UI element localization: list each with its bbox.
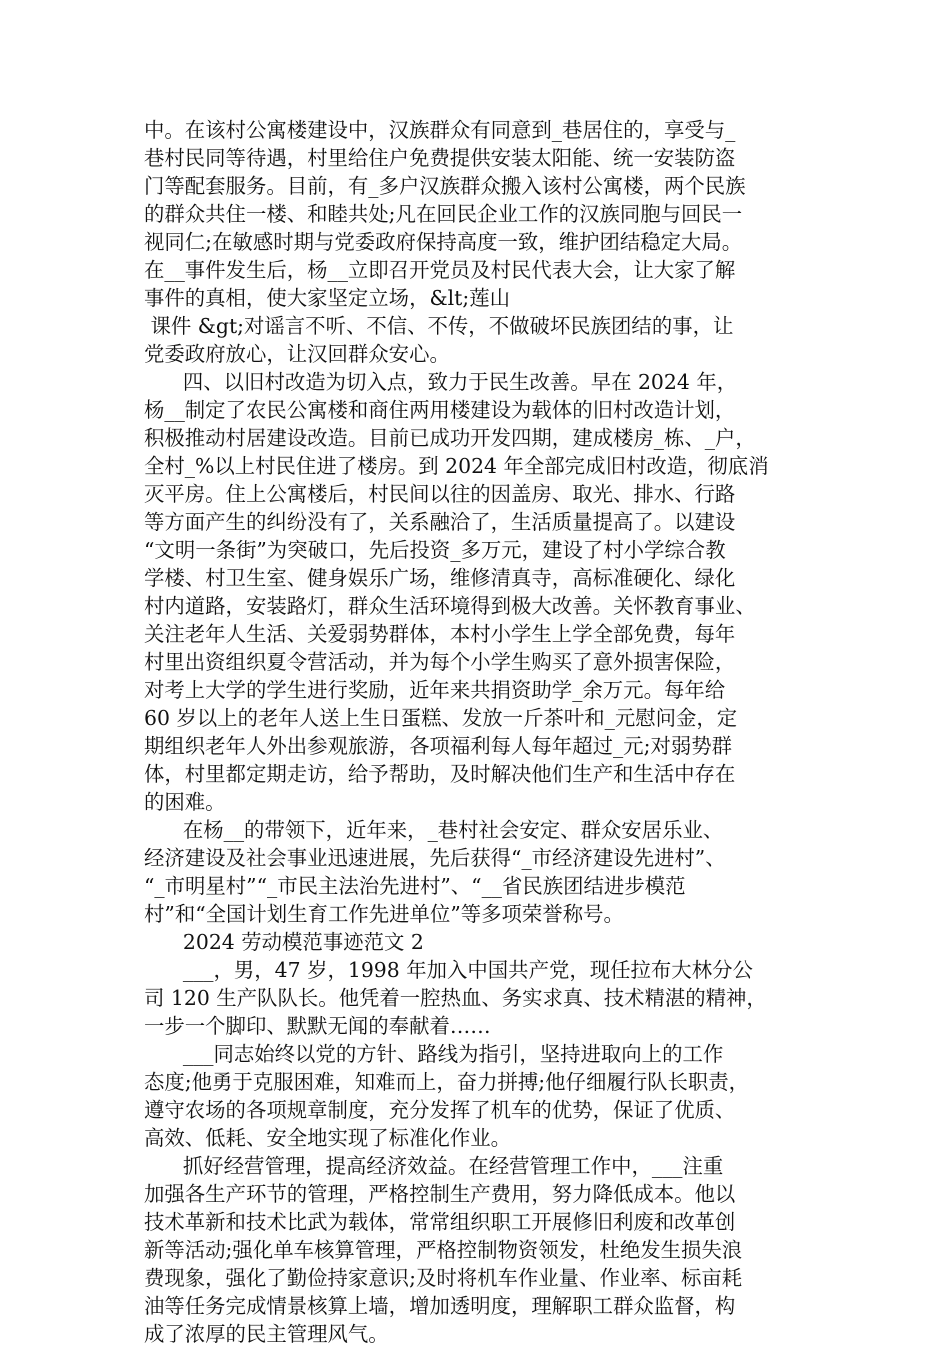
text-line: 四、以旧村改造为切入点，致力于民生改善。早在 2024 年， bbox=[144, 370, 738, 394]
text-line: 成了浓厚的民主管理风气。 bbox=[144, 1322, 389, 1346]
text-line: 新等活动;强化单车核算管理，严格控制物资领发，杜绝发生损失浪 bbox=[144, 1238, 743, 1262]
text-line: 积极推动村居建设改造。目前已成功开发四期，建成楼房_栋、_户， bbox=[144, 426, 756, 450]
text-line: 等方面产生的纠纷没有了，关系融洽了，生活质量提高了。以建设 bbox=[144, 510, 736, 534]
text-line: 60 岁以上的老年人送上生日蛋糕、发放一斤茶叶和_元慰问金，定 bbox=[144, 706, 738, 730]
text-line: 司 120 生产队队长。他凭着一腔热血、务实求真、技术精湛的精神， bbox=[144, 986, 767, 1010]
text-line: 全村_%以上村民住进了楼房。到 2024 年全部完成旧村改造，彻底消 bbox=[144, 454, 769, 478]
text-line: 油等任务完成情景核算上墙，增加透明度，理解职工群众监督，构 bbox=[144, 1294, 736, 1318]
text-line: 学楼、村卫生室、健身娱乐广场，维修清真寺，高标准硬化、绿化 bbox=[144, 566, 736, 590]
text-line: 村”和“全国计划生育工作先进单位”等多项荣誉称号。 bbox=[144, 902, 624, 926]
text-line: 杨__制定了农民公寓楼和商住两用楼建设为载体的旧村改造计划， bbox=[144, 398, 736, 422]
text-line: 视同仁;在敏感时期与党委政府保持高度一致，维护团结稳定大局。 bbox=[144, 230, 743, 254]
text-line: 村里出资组织夏令营活动，并为每个小学生购买了意外损害保险， bbox=[144, 650, 736, 674]
text-line: 中。在该村公寓楼建设中，汉族群众有同意到_巷居住的，享受与_ bbox=[144, 118, 736, 142]
text-line: 抓好经营管理，提高经济效益。在经营管理工作中，___注重 bbox=[144, 1154, 724, 1178]
text-line: 灭平房。住上公寓楼后，村民间以往的因盖房、取光、排水、行路 bbox=[144, 482, 736, 506]
text-line: 事件的真相，使大家坚定立场，&lt;莲山 bbox=[144, 286, 510, 310]
text-line: 一步一个脚印、默默无闻的奉献着…… bbox=[144, 1014, 491, 1038]
text-line: 经济建设及社会事业迅速进展，先后获得“_市经济建设先进村”、 bbox=[144, 846, 726, 870]
text-line: 村内道路，安装路灯，群众生活环境得到极大改善。关怀教育事业、 bbox=[144, 594, 756, 618]
text-line: ___，男，47 岁，1998 年加入中国共产党，现任拉布大林分公 bbox=[144, 958, 753, 982]
text-line: 党委政府放心，让汉回群众安心。 bbox=[144, 342, 450, 366]
text-line: 费现象，强化了勤俭持家意识;及时将机车作业量、作业率、标亩耗 bbox=[144, 1266, 743, 1290]
text-line: 态度;他勇于克服困难，知难而上，奋力拼搏;他仔细履行队长职责， bbox=[144, 1070, 750, 1094]
text-line: 巷村民同等待遇，村里给住户免费提供安装太阳能、统一安装防盗 bbox=[144, 146, 736, 170]
text-line: 期组织老年人外出参观旅游，各项福利每人每年超过_元;对弱势群 bbox=[144, 734, 732, 758]
text-line: 加强各生产环节的管理，严格控制生产费用，努力降低成本。他以 bbox=[144, 1182, 736, 1206]
text-line: 的群众共住一楼、和睦共处;凡在回民企业工作的汉族同胞与回民一 bbox=[144, 202, 743, 226]
text-line: 在__事件发生后，杨__立即召开党员及村民代表大会，让大家了解 bbox=[144, 258, 736, 282]
text-line: 技术革新和技术比武为载体，常常组织职工开展修旧利废和改革创 bbox=[144, 1210, 736, 1234]
text-line: 体，村里都定期走访，给予帮助，及时解决他们生产和生活中存在 bbox=[144, 762, 736, 786]
text-line: 课件 &gt;对谣言不听、不信、不传，不做破坏民族团结的事，让 bbox=[144, 314, 734, 338]
text-line: 遵守农场的各项规章制度，充分发挥了机车的优势，保证了优质、 bbox=[144, 1098, 736, 1122]
text-line: “文明一条街”为突破口，先后投资_多万元，建设了村小学综合教 bbox=[144, 538, 726, 562]
text-line: 对考上大学的学生进行奖励，近年来共捐资助学_余万元。每年给 bbox=[144, 678, 726, 702]
text-line: 门等配套服务。目前，有_多户汉族群众搬入该村公寓楼，两个民族 bbox=[144, 174, 746, 198]
text-line: “_市明星村”“_市民主法治先进村”、“__省民族团结进步模范 bbox=[144, 874, 686, 898]
section-heading: 2024 劳动模范事迹范文 2 bbox=[144, 930, 424, 954]
text-line: 高效、低耗、安全地实现了标准化作业。 bbox=[144, 1126, 512, 1150]
text-line: 的困难。 bbox=[144, 790, 226, 814]
text-line: 关注老年人生活、关爱弱势群体，本村小学生上学全部免费，每年 bbox=[144, 622, 736, 646]
text-line: ___同志始终以党的方针、路线为指引，坚持进取向上的工作 bbox=[144, 1042, 724, 1066]
document-page bbox=[144, 116, 814, 1348]
text-line: 在杨__的带领下，近年来，_巷村社会安定、群众安居乐业、 bbox=[144, 818, 724, 842]
